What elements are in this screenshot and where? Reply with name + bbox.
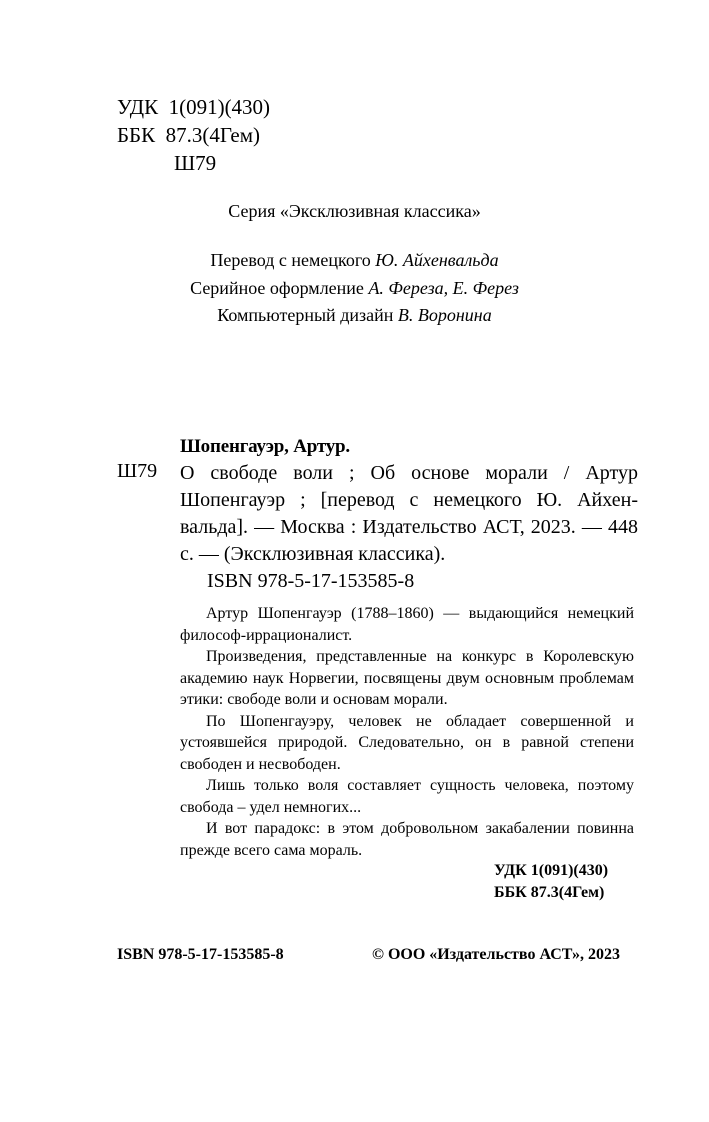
credit-name: А. Фереза, Е. Ферез bbox=[368, 278, 519, 298]
bottom-classification bbox=[494, 860, 608, 904]
credit-computer-design bbox=[0, 300, 709, 330]
udk-label: УДК bbox=[117, 95, 159, 119]
udk-value: 1(091)(430) bbox=[168, 95, 271, 119]
udk-line bbox=[117, 93, 270, 121]
bibliographic-description: О свободе воли ; Об основе морали / Артур Шопенгауэр ; [перевод с немецкого Ю. Айхенвальда]. — Москва : Издательство АСТ, 2023. — 448 с. — (Эксклюзивная классика). bbox=[180, 462, 638, 565]
annotation-paragraph: Лишь только воля составляет сущность человека, поэтому свобода – удел немногих... bbox=[180, 777, 634, 816]
bbk-line bbox=[117, 121, 260, 149]
isbn-main: ISBN 978-5-17-153585-8 bbox=[207, 570, 415, 592]
credit-series-design bbox=[0, 273, 709, 303]
author-code-top: Ш79 bbox=[174, 151, 217, 175]
credit-name: В. Воронина bbox=[397, 305, 492, 325]
bbk-value: 87.3(4Гем) bbox=[165, 123, 261, 147]
footer-isbn: ISBN 978-5-17-153585-8 bbox=[117, 946, 284, 963]
annotation-paragraph: Артур Шопенгауэр (1788–1860) — выдающийся немецкий философ-иррационалист. bbox=[180, 605, 634, 644]
credit-role: Перевод с немецкого bbox=[210, 250, 371, 270]
bottom-bbk: ББК 87.3(4Гем) bbox=[494, 884, 605, 901]
bottom-udk: УДК 1(091)(430) bbox=[494, 862, 609, 879]
footer-copyright: © ООО «Издательство АСТ», 2023 bbox=[372, 946, 621, 963]
annotation-paragraph: По Шопенгауэру, человек не обладает совершенной и устоявшейся природой. Следовательно, он в равной степени свободен и несвободен. bbox=[180, 712, 634, 773]
annotation-paragraph: Произведения, представленные на конкурс в Королевскую академию наук Норвегии, посвящены двум основным проблемам этики: свободе воли и основам морали. bbox=[180, 648, 634, 708]
bbk-label: ББК bbox=[117, 123, 156, 147]
author-heading: Шопенгауэр, Артур. bbox=[180, 436, 350, 457]
author-code: Ш79 bbox=[117, 460, 158, 482]
credit-role: Компьютерный дизайн bbox=[217, 305, 394, 325]
credit-name: Ю. Айхенвальда bbox=[375, 250, 499, 270]
credit-translation bbox=[0, 245, 709, 275]
credit-role: Серийное оформление bbox=[190, 278, 364, 298]
annotation bbox=[180, 603, 634, 861]
series-line: Серия «Эксклюзивная классика» bbox=[228, 201, 481, 221]
annotation-paragraph: И вот парадокс: в этом добровольном закабалении повинна прежде всего сама мораль. bbox=[180, 820, 634, 859]
